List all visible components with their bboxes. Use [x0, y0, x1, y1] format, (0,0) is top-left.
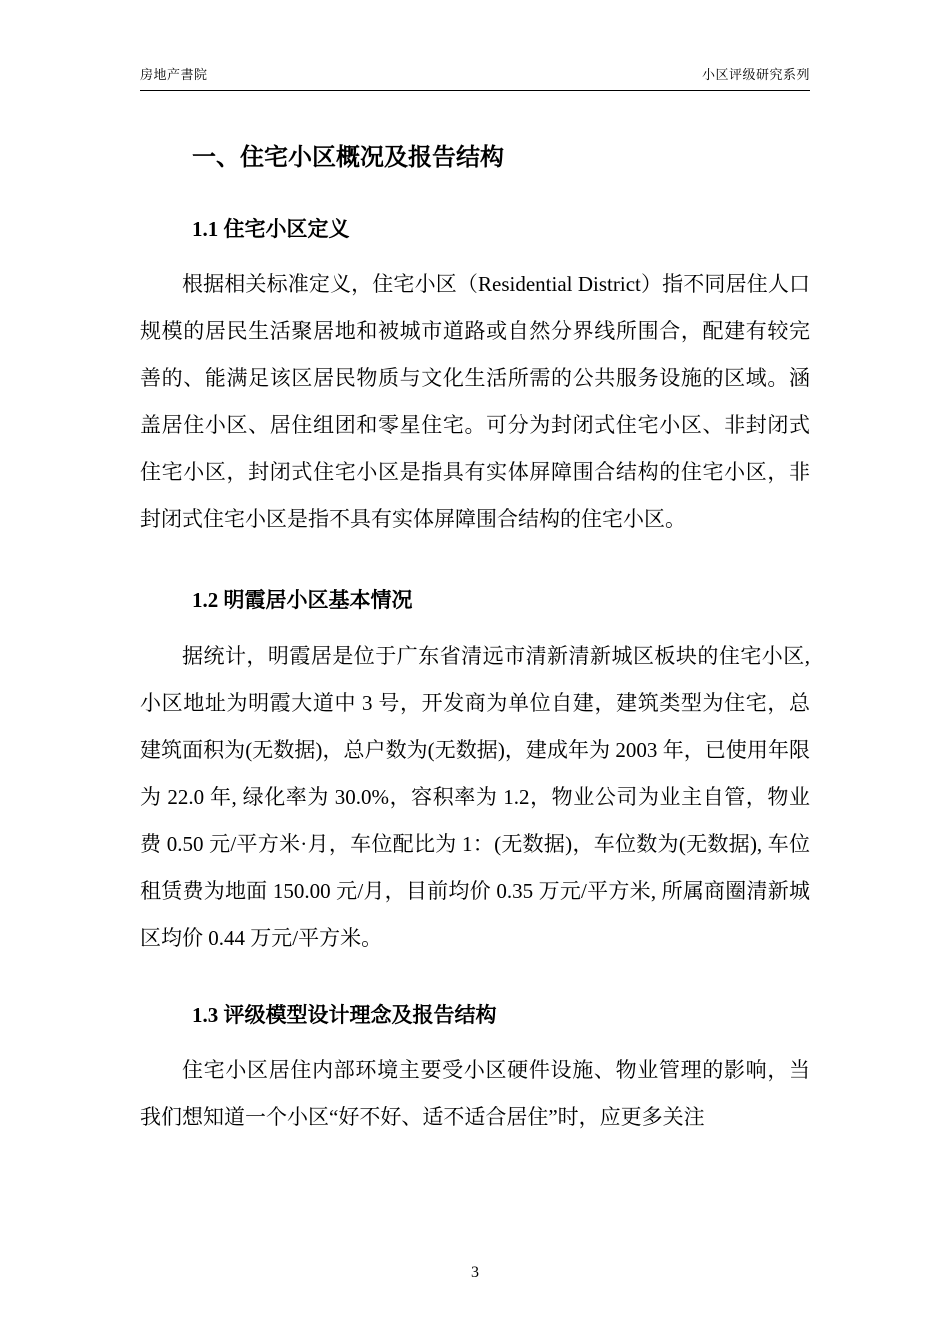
chapter-heading: 一、住宅小区概况及报告结构 [192, 145, 504, 171]
header-left-text: 房地产書院 [140, 67, 208, 82]
section-1-1-heading: 1.1 住宅小区定义 [192, 217, 350, 242]
section-1-2-heading: 1.2 明霞居小区基本情况 [192, 588, 413, 613]
page-number: 3 [471, 1264, 479, 1281]
section-1-2 [140, 587, 810, 961]
section-1-2-paragraph: 据统计，明霞居是位于广东省清远市清新清新城区板块的住宅小区, 小区地址为明霞大道中 3 号，开发商为单位自建，建筑类型为住宅，总建筑面积为(无数据)，总户数为(无数据)，建成年为 2003 年，已使用年限为 22.0 年, 绿化率为 30.0%，容积率为 1.2，物业公司为业主自管，物业费 0.50 元/平方米·月，车位配比为 1：(无数据)，车位数为(无数据), 车位租赁费为地面 150.00 元/月，目前均价 0.35 万元/平方米, 所属商圈清新城区均价 0.44 万元/平方米。 [140, 643, 810, 950]
section-1-1-paragraph: 根据相关标准定义，住宅小区（Residential District）指不同居住人口规模的居民生活聚居地和被城市道路或自然分界线所围合，配建有较完善的、能满足该区居民物质与文化生活所需的公共服务设施的区域。涵盖居住小区、居住组团和零星住宅。可分为封闭式住宅小区、非封闭式住宅小区，封闭式住宅小区是指具有实体屏障围合结构的住宅小区，非封闭式住宅小区是指不具有实体屏障围合结构的住宅小区。 [140, 272, 810, 532]
section-1-1 [140, 216, 810, 543]
header-right-text: 小区评级研究系列 [701, 67, 810, 82]
section-1-3 [140, 1002, 810, 1141]
section-1-3-heading: 1.3 评级模型设计理念及报告结构 [192, 1002, 497, 1027]
section-1-3-paragraph: 住宅小区居住内部环境主要受小区硬件设施、物业管理的影响，当我们想知道一个小区“好不好、适不适合居住”时，应更多关注 [140, 1058, 810, 1130]
page-header [140, 64, 810, 91]
page-footer [0, 1264, 950, 1282]
